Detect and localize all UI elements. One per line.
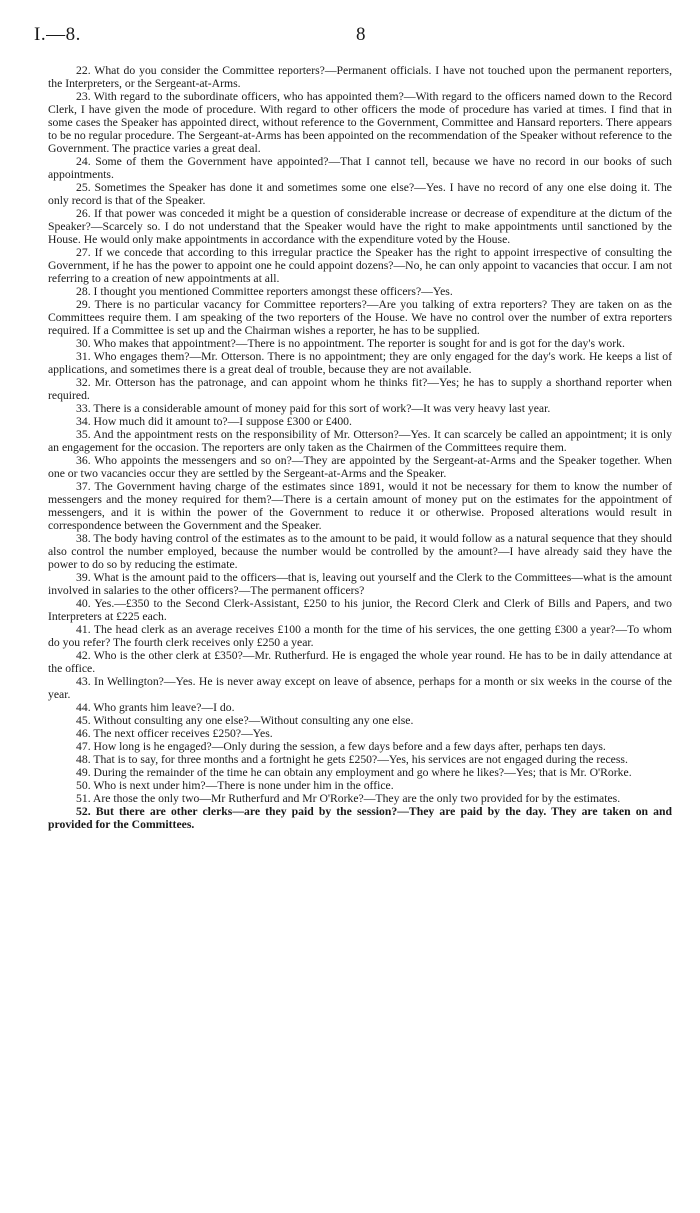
paragraph-25: 25. Sometimes the Speaker has done it and sometimes some one else?—Yes. I have no record of any one else doing it. The only record is that of the Speaker. [48, 181, 672, 207]
paragraph-38: 38. The body having control of the estimates as to the amount to be paid, it would follow as a natural sequence that they should also control the number employed, because the number would be controlled by the amount?—I have already said they have the power to do so by reducing the estimate. [48, 532, 672, 571]
paragraph-47: 47. How long is he engaged?—Only during the session, a few days before and a few days after, perhaps ten days. [76, 740, 606, 753]
evidence-body [48, 64, 672, 831]
paragraph-41: 41. The head clerk as an average receives £100 a month for the time of his services, the one getting £300 a year?—To whom do you refer? The fourth clerk receives only £250 a year. [48, 623, 672, 649]
paragraph-45: 45. Without consulting any one else?—Without consulting any one else. [76, 714, 414, 727]
paragraph-36: 36. Who appoints the messengers and so on?—They are appointed by the Sergeant-at-Arms and the Speaker together. When one or two vacancies occur they are settled by the Sergeant-at-Arms and the Speaker. [48, 454, 672, 480]
paragraph-42: 42. Who is the other clerk at £350?—Mr. Rutherfurd. He is engaged the whole year round. He has to be in daily attendance at the office. [48, 649, 672, 675]
paragraph-30: 30. Who makes that appointment?—There is no appointment. The reporter is sought for and is got for the day's work. [76, 337, 625, 350]
paragraph-31: 31. Who engages them?—Mr. Otterson. There is no appointment; they are only engaged for the day's work. He keeps a list of applications, and sometimes there is a great deal of trouble, because they are not available. [48, 350, 672, 376]
paragraph-29: 29. There is no particular vacancy for Committee reporters?—Are you talking of extra reporters? They are taken on as the Committees require them. I am speaking of the two reporters of the House. We have no control over the number of extra reporters required. If a Committee is set up and the Chairman wishes a reporter, he has to be supplied. [48, 298, 672, 337]
paragraph-26: 26. If that power was conceded it might be a question of considerable increase or decrease of expenditure at the dictum of the Speaker?—Scarcely so. I do not understand that the Speaker would have the right to make appointments until sanctioned by the House. He would only make appointments in accordance with the expenditure voted by the House. [48, 207, 672, 246]
paragraph-40: 40. Yes.—£350 to the Second Clerk-Assistant, £250 to his junior, the Record Clerk and Clerk of Bills and Papers, and two Interpreters at £225 each. [48, 597, 672, 623]
paragraph-43: 43. In Wellington?—Yes. He is never away except on leave of absence, perhaps for a month or six weeks in the course of the year. [48, 675, 672, 701]
paragraph-50: 50. Who is next under him?—There is none under him in the office. [76, 779, 394, 792]
paragraph-51: 51. Are those the only two—Mr Rutherfurd and Mr O'Rorke?—They are the only two provided for by the estimates. [76, 792, 621, 805]
paragraph-37: 37. The Government having charge of the estimates since 1891, would it not be necessary for them to know the number of messengers and the money required for them?—There is a certain amount of money put on the estimates for the appointment of messengers, and it is within the power of the Government to reduce it or otherwise. Proposed alterations would result in correspondence between the Government and the Speaker. [48, 480, 672, 532]
paragraph-44: 44. Who grants him leave?—I do. [76, 701, 235, 714]
paragraph-39: 39. What is the amount paid to the officers—that is, leaving out yourself and the Clerk to the Committees—what is the amount involved in salaries to the other officers?—The permanent officers? [48, 571, 672, 597]
paragraph-33: 33. There is a considerable amount of money paid for this sort of work?—It was very heavy last year. [76, 402, 551, 415]
paragraph-46: 46. The next officer receives £250?—Yes. [76, 727, 273, 740]
paragraph-23: 23. With regard to the subordinate officers, who has appointed them?—With regard to the officers named down to the Record Clerk, I have given the mode of procedure. With regard to other officers the mode of procedure has varied at times. I find that in some cases the Speaker has appointed direct, without reference to the Government, Committee and Hansard reporters. There appears to be no regular procedure. The Sergeant-at-Arms has been appointed on the recommendation of the Speaker without reference to the Government. The practice varies a great deal. [48, 90, 672, 155]
paragraph-48: 48. That is to say, for three months and a fortnight he gets £250?—Yes, his services are not engaged during the recess. [76, 753, 628, 766]
page-number: 8 [356, 24, 366, 45]
paper-reference: I.—8. [34, 24, 81, 45]
paragraph-35: 35. And the appointment rests on the responsibility of Mr. Otterson?—Yes. It can scarcely be called an appointment; it is only an engagement for the occasion. The reporters are only taken as the Chairmen of the Committees require them. [48, 428, 672, 454]
paragraph-24: 24. Some of them the Government have appointed?—That I cannot tell, because we have no record in our books of such appointments. [48, 155, 672, 181]
paragraph-32: 32. Mr. Otterson has the patronage, and can appoint whom he thinks fit?—Yes; he has to supply a shorthand reporter when required. [48, 376, 672, 402]
paragraph-52: 52. But there are other clerks—are they paid by the session?—They are paid by the day. They are taken on and provided for the Committees. [48, 805, 672, 831]
paragraph-27: 27. If we concede that according to this irregular practice the Speaker has the right to appoint irrespective of consulting the Government, if he has the power to appoint one he could appoint dozens?—No, he can only appoint to vacancies that occur. I am not referring to a creation of new appointments at all. [48, 246, 672, 285]
paragraph-22: 22. What do you consider the Committee reporters?—Permanent officials. I have not touched upon the permanent reporters, the Interpreters, or the Sergeant-at-Arms. [48, 64, 672, 90]
paragraph-49: 49. During the remainder of the time he can obtain any employment and go where he likes?—Yes; that is Mr. O'Rorke. [76, 766, 632, 779]
paragraph-28: 28. I thought you mentioned Committee reporters amongst these officers?—Yes. [76, 285, 453, 298]
paragraph-34: 34. How much did it amount to?—I suppose £300 or £400. [76, 415, 352, 428]
